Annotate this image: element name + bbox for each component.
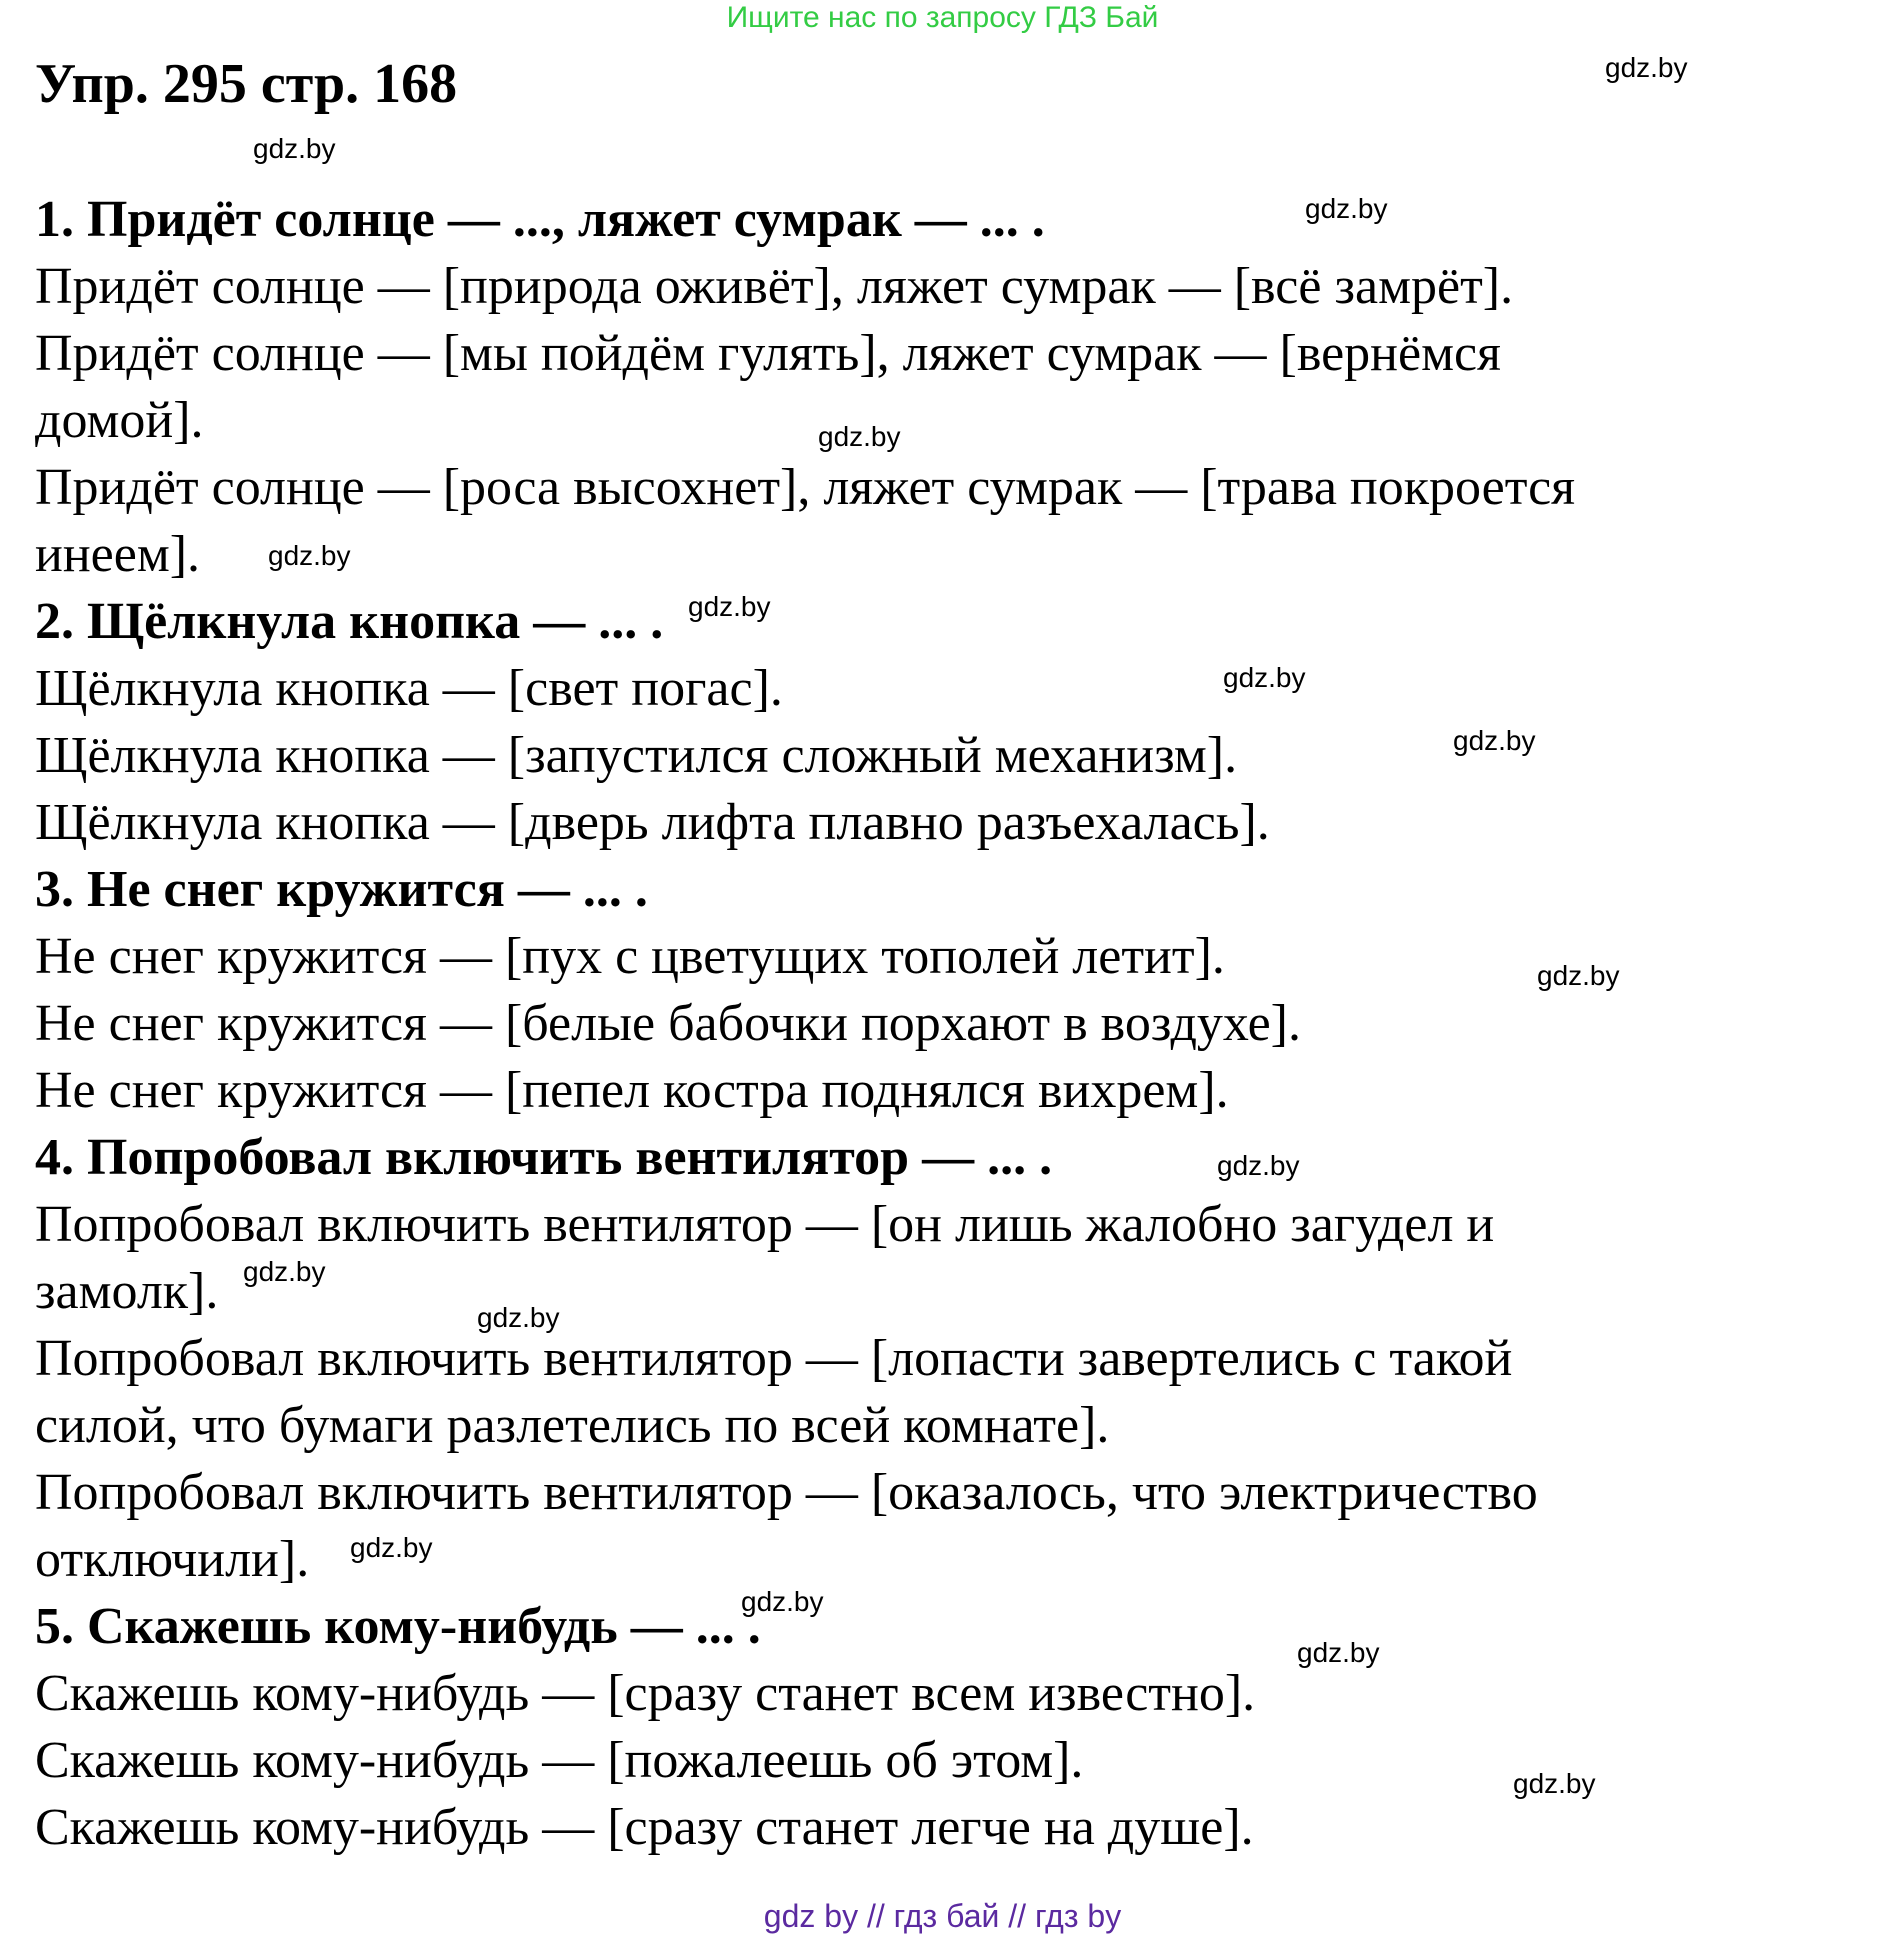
answer-line: Скажешь кому-нибудь — [сразу станет всем известно].: [35, 1665, 1256, 1722]
watermark: gdz.by: [741, 1586, 824, 1617]
watermark: gdz.by: [1605, 52, 1688, 83]
watermark: gdz.by: [477, 1302, 560, 1333]
watermark: gdz.by: [253, 133, 336, 164]
answer-line: Придёт солнце — [природа оживёт], ляжет сумрак — [всё замрёт].: [35, 258, 1514, 315]
promo-banner: Ищите нас по запросу ГДЗ Бай: [726, 1, 1159, 34]
answer-line: домой].: [35, 392, 204, 449]
answer-line: Придёт солнце — [роса высохнет], ляжет сумрак — [трава покроется: [35, 459, 1576, 516]
watermark: gdz.by: [350, 1532, 433, 1563]
exercise-title: Упр. 295 стр. 168: [35, 53, 458, 115]
task-5-heading: 5. Скажешь кому-нибудь — ... .: [35, 1598, 761, 1655]
task-2-heading: 2. Щёлкнула кнопка — ... .: [35, 593, 664, 650]
task-1-heading: 1. Придёт солнце — ..., ляжет сумрак — ... .: [35, 191, 1045, 248]
watermark: gdz.by: [688, 591, 771, 622]
task-3-heading: 3. Не снег кружится — ... .: [35, 861, 648, 918]
watermark: gdz.by: [1513, 1768, 1596, 1799]
answer-line: силой, что бумаги разлетелись по всей комнате].: [35, 1397, 1110, 1454]
answer-line: Не снег кружится — [пух с цветущих тополей летит].: [35, 928, 1225, 985]
watermark: gdz.by: [1537, 960, 1620, 991]
watermark: gdz.by: [1453, 725, 1536, 756]
answer-line: Попробовал включить вентилятор — [лопасти завертелись с такой: [35, 1330, 1513, 1387]
answer-line: Щёлкнула кнопка — [дверь лифта плавно разъехалась].: [35, 794, 1270, 851]
footer-watermark: gdz by // гдз бай // гдз by: [763, 1898, 1122, 1934]
answer-line: Попробовал включить вентилятор — [оказалось, что электричество: [35, 1464, 1538, 1521]
answer-line: Не снег кружится — [пепел костра поднялся вихрем].: [35, 1062, 1229, 1119]
answer-line: инеем].: [35, 526, 201, 583]
answer-line: Щёлкнула кнопка — [запустился сложный механизм].: [35, 727, 1238, 784]
task-4-heading: 4. Попробовал включить вентилятор — ... .: [35, 1129, 1053, 1186]
watermark: gdz.by: [1223, 662, 1306, 693]
answer-line: замолк].: [35, 1263, 219, 1320]
watermark: gdz.by: [1305, 193, 1388, 224]
answer-line: Попробовал включить вентилятор — [он лишь жалобно загудел и: [35, 1196, 1495, 1253]
watermark: gdz.by: [818, 421, 901, 452]
watermark: gdz.by: [243, 1256, 326, 1287]
answer-line: Скажешь кому-нибудь — [сразу станет легче на душе].: [35, 1799, 1254, 1856]
watermark: gdz.by: [1297, 1637, 1380, 1668]
answer-line: Щёлкнула кнопка — [свет погас].: [35, 660, 783, 717]
answer-line: Не снег кружится — [белые бабочки порхают в воздухе].: [35, 995, 1302, 1052]
answer-line: Придёт солнце — [мы пойдём гулять], ляжет сумрак — [вернёмся: [35, 325, 1501, 382]
watermark: gdz.by: [1217, 1150, 1300, 1181]
watermark: gdz.by: [268, 540, 351, 571]
answer-line: отключили].: [35, 1531, 310, 1588]
answer-line: Скажешь кому-нибудь — [пожалеешь об этом].: [35, 1732, 1084, 1789]
